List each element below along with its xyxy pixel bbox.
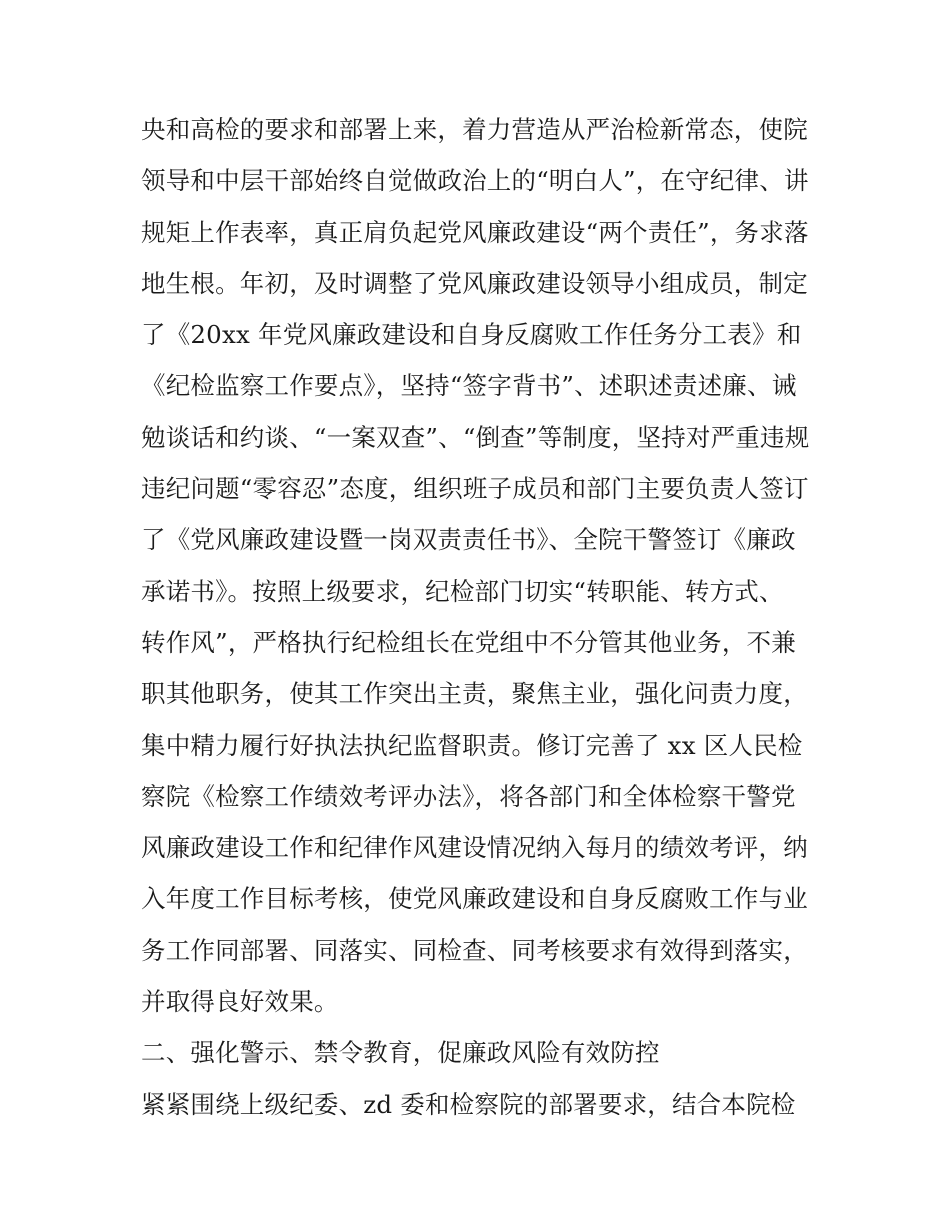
text-line: 集中精力履行好执法执纪监督职责。修订完善了 xx 区人民检 xyxy=(141,730,803,760)
text-line: 规矩上作表率，真正肩负起党风廉政建设“两个责任”，务求落 xyxy=(141,217,809,247)
text-line: 入年度工作目标考核，使党风廉政建设和自身反腐败工作与业 xyxy=(141,884,808,914)
text-line: 务工作同部署、同落实、同检查、同考核要求有效得到落实， xyxy=(141,935,808,965)
text-line: 紧紧围绕上级纪委、zd 委和检察院的部署要求，结合本院检 xyxy=(141,1089,796,1119)
text-line: 转作风”，严格执行纪检组长在党组中不分管其他业务，不兼 xyxy=(141,627,796,657)
text-line: 承诺书》。按照上级要求，纪检部门切实“转职能、转方式、 xyxy=(141,576,784,606)
text-line: 并取得良好效果。 xyxy=(141,987,339,1017)
text-line: 勉谈话和约谈、“一案双查”、“倒查”等制度，坚持对严重违规 xyxy=(141,422,810,452)
text-line: 违纪问题“零容忍”态度，组织班子成员和部门主要负责人签订 xyxy=(141,474,809,504)
body-text xyxy=(141,104,841,1130)
text-line: 风廉政建设工作和纪律作风建设情况纳入每月的绩效考评，纳 xyxy=(141,833,808,863)
text-line: 了《20xx 年党风廉政建设和自身反腐败工作任务分工表》和 xyxy=(141,320,802,350)
text-line: 《纪检监察工作要点》，坚持“签字背书”、述职述责述廉、诫 xyxy=(141,371,797,401)
text-line: 了《党风廉政建设暨一岗双责责任书》、全院干警签订《廉政 xyxy=(141,525,796,555)
text-line: 地生根。年初，及时调整了党风廉政建设领导小组成员，制定 xyxy=(141,268,808,298)
text-line: 察院《检察工作绩效考评办法》，将各部门和全体检察干警党 xyxy=(141,781,796,811)
text-line: 央和高检的要求和部署上来，着力营造从严治检新常态，使院 xyxy=(141,115,808,144)
text-line: 领导和中层干部始终自觉做政治上的“明白人”，在守纪律、讲 xyxy=(141,166,809,196)
section-heading: 二、强化警示、禁令教育，促廉政风险有效防控 xyxy=(141,1038,660,1068)
text-line: 职其他职务，使其工作突出主责，聚焦主业，强化问责力度， xyxy=(141,679,808,709)
